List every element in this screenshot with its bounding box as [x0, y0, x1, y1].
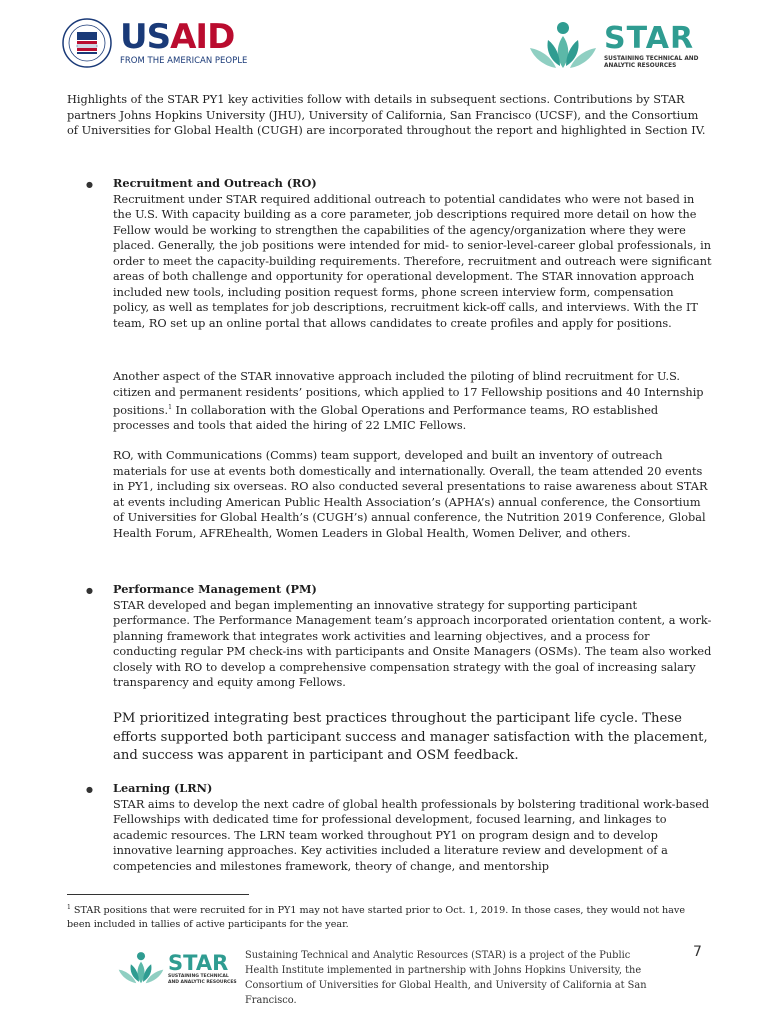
footnote-divider [67, 894, 249, 895]
pm-paragraph-1: STAR developed and began implementing an innovative strategy for supporting participant performance. The Performance Management team’s approach incorporated orientation content, a work-planning framework that integrates work activities and learning objectives, and a process for conducting regular PM check-ins with participants and Onsite Managers (OSMs). The team also worked closely with RO to develop a comprehensive compensation strategy with the goal of increasing salary transparency and equity among Fellows. [113, 598, 712, 689]
footer-star-wordmark: STAR [168, 951, 229, 975]
usaid-seal-icon [62, 18, 112, 68]
star-subtitle: SUSTAINING TECHNICAL AND ANALYTIC RESOURCES [604, 56, 699, 69]
footnote-ref: 1 [168, 404, 172, 411]
section-heading: Performance Management (PM) [113, 582, 317, 596]
section-heading: Recruitment and Outreach (RO) [113, 176, 317, 190]
star-lotus-icon [526, 20, 600, 74]
bullet-icon: ● [86, 586, 93, 595]
page-number: 7 [693, 944, 702, 960]
usaid-wordmark: USAID [120, 17, 235, 57]
usaid-logo [62, 18, 247, 68]
bullet-icon: ● [86, 180, 93, 189]
ro-paragraph-1: Recruitment under STAR required additional outreach to potential candidates who were not based in the U.S. With capacity building as a core parameter, job descriptions required more detail on how the Fellow would be working to strengthen the capabilities of the agency/organization where they were placed. Generally, the job positions were intended for mid- to senior-level-career global professionals, in order to meet the capacity-building requirements. Therefore, recruitment and outreach were significant areas of both challenge and opportunity for operational development. The STAR innovation approach included new tools, including position request forms, phone screen interview form, compensation policy, as well as templates for job descriptions, recruitment kick-off calls, and interviews. With the IT team, RO set up an online portal that allows candidates to create profiles and apply for positions. [113, 192, 712, 330]
pm-callout: PM prioritized integrating best practices throughout the participant life cycle. These efforts supported both participant success and manager satisfaction with the placement, and success was apparent in participant and OSM feedback. [113, 711, 708, 763]
usaid-tagline: FROM THE AMERICAN PEOPLE [120, 56, 248, 66]
section-performance-management [113, 582, 713, 691]
intro-paragraph: Highlights of the STAR PY1 key activities follow with details in subsequent sections. Contributions by STAR partners Johns Hopkins University (JHU), University of California, San Francisco (UCSF), and the Consortium of Universities for Global Health (CUGH) are incorporated throughout the report and highlighted in Section IV. [67, 93, 706, 137]
star-lotus-icon [116, 950, 166, 988]
section-learning [113, 781, 713, 874]
footer-text: Sustaining Technical and Analytic Resources (STAR) is a project of the Public Health Institute implemented in partnership with Johns Hopkins University, the Consortium of Universities for Global Health, and University of California at San Francisco. [245, 950, 647, 1006]
footnote: $^1$ STAR positions that were recruited for in PY1 may not have started prior to Oct. 1, 2019. In those cases, they would not have been included in tallies of active participants for the year. [67, 904, 685, 931]
star-logo [526, 20, 704, 74]
ro-paragraph-2: Another aspect of the STAR innovative approach included the piloting of blind recruitment for U.S. citizen and permanent residents’ positions, which applied to 17 Fellowship positions and 40 Internship positions.$^1$ In collaboration with the Global Operations and Performance teams, RO established processes and tools that aided the hiring of 22 LMIC Fellows. [113, 370, 704, 433]
section-heading: Learning (LRN) [113, 781, 213, 795]
ro-paragraph-3: RO, with Communications (Comms) team support, developed and built an inventory of outreach materials for use at events both domestically and internationally. Overall, the team attended 20 events in PY1, including six overseas. RO also conducted several presentations to raise awareness about STAR at events including American Public Health Association’s (APHA’s) annual conference, the Consortium of Universities for Global Health’s (CUGH’s) annual conference, the Nutrition 2019 Conference, Global Health Forum, AFREhealth, Women Leaders in Global Health, Women Deliver, and others. [113, 449, 708, 540]
footer-star-subtitle: SUSTAINING TECHNICAL AND ANALYTIC RESOURCES [168, 974, 237, 985]
section-recruitment-outreach [113, 176, 713, 331]
footer-star-logo [116, 950, 238, 988]
star-wordmark: STAR [604, 21, 695, 56]
lrn-paragraph-1: STAR aims to develop the next cadre of global health professionals by bolstering traditional work-based Fellowships with dedicated time for professional development, focused learning, and linkages to academic resources. The LRN team worked throughout PY1 on program design and to develop innovative learning approaches. Key activities included a literature review and development of a competencies and milestones framework, theory of change, and mentorship [113, 797, 710, 873]
bullet-icon: ● [86, 785, 93, 794]
